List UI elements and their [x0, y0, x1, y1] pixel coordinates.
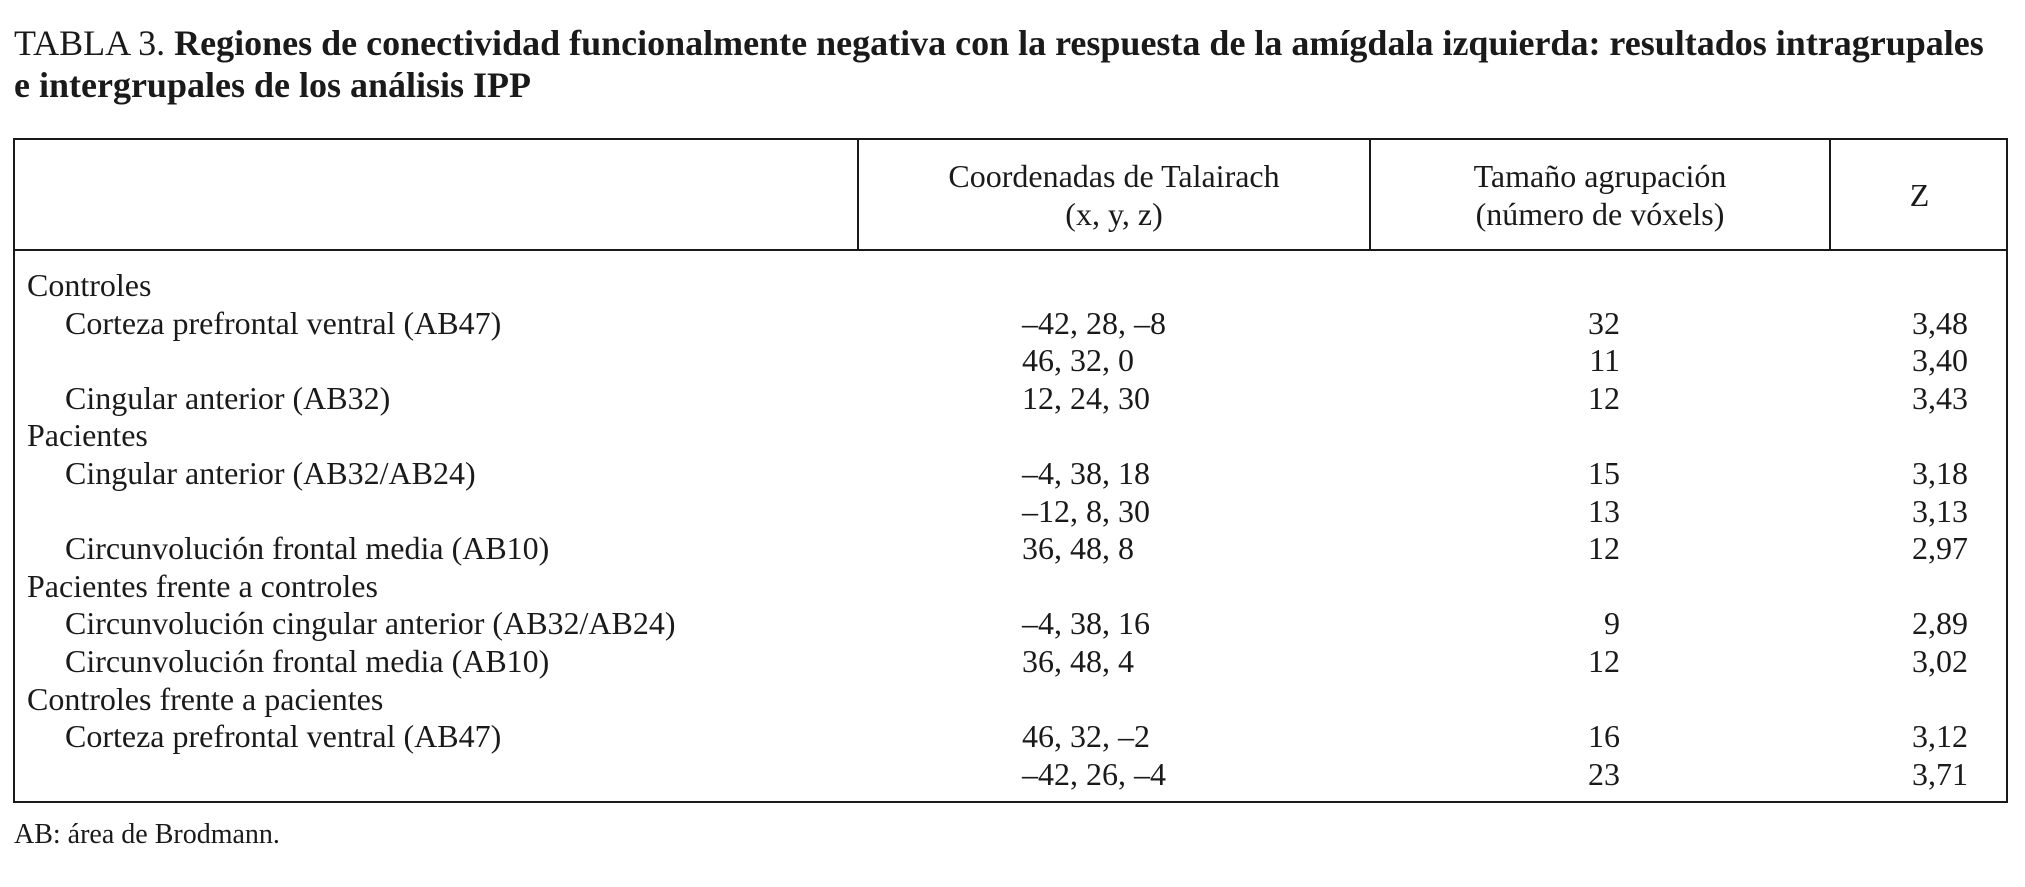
- header-coordinates: [859, 140, 1371, 249]
- table-row: [15, 681, 2006, 719]
- table-row: [15, 455, 2006, 493]
- cell-region: Controles frente a pacientes: [27, 680, 384, 717]
- cell-z: 3,13: [1912, 492, 1968, 529]
- cell-region: Controles: [27, 267, 152, 303]
- table-header-row: [15, 140, 2006, 251]
- cell-cluster-size: 9: [1604, 605, 1620, 642]
- cell-region: Cingular anterior (AB32): [65, 379, 391, 416]
- cell-coordinates: 36, 48, 8: [1022, 530, 1134, 567]
- header-cluster-size-line2: (número de vóxels): [1475, 195, 1725, 232]
- cell-cluster-size: 16: [1588, 718, 1620, 755]
- table-row: [15, 643, 2006, 681]
- cell-z: 3,48: [1912, 304, 1968, 341]
- table-row: [15, 493, 2006, 531]
- cell-cluster-size: 12: [1588, 642, 1620, 679]
- cell-coordinates: –4, 38, 16: [1022, 605, 1150, 642]
- cell-cluster-size: 15: [1588, 454, 1620, 491]
- cell-region: Pacientes: [27, 417, 148, 454]
- cell-coordinates: 46, 32, 0: [1022, 342, 1134, 379]
- cell-coordinates: –42, 26, –4: [1022, 755, 1166, 792]
- cell-z: 3,02: [1912, 642, 1968, 679]
- cell-cluster-size: 12: [1588, 379, 1620, 416]
- cell-cluster-size: 23: [1588, 755, 1620, 792]
- cell-coordinates: 36, 48, 4: [1022, 642, 1134, 679]
- cell-region: Circunvolución cingular anterior (AB32/AB24): [65, 605, 676, 642]
- results-table: [13, 138, 2008, 803]
- table-footnote: AB: área de Brodmann.: [14, 819, 280, 850]
- cell-z: 2,97: [1912, 530, 1968, 567]
- table-row: [15, 417, 2006, 455]
- cell-z: 3,12: [1912, 718, 1968, 755]
- cell-cluster-size: 11: [1589, 342, 1620, 379]
- cell-coordinates: 12, 24, 30: [1022, 379, 1150, 416]
- cell-coordinates: –12, 8, 30: [1022, 492, 1150, 529]
- cell-z: 3,40: [1912, 342, 1968, 379]
- table-row: [15, 267, 2006, 305]
- cell-z: 3,18: [1912, 454, 1968, 491]
- table-label: TABLA 3.: [14, 23, 166, 63]
- cell-coordinates: –42, 28, –8: [1022, 304, 1166, 341]
- table-row: [15, 305, 2006, 343]
- table-row: [15, 380, 2006, 418]
- cell-region: Circunvolución frontal media (AB10): [65, 642, 550, 679]
- table-body: [15, 267, 2006, 793]
- header-z: [1831, 140, 2008, 249]
- header-coordinates-line2: (x, y, z): [1065, 195, 1163, 232]
- table-row: [15, 568, 2006, 606]
- table-row: [15, 605, 2006, 643]
- header-coordinates-line1: Coordenadas de Talairach: [948, 157, 1280, 194]
- header-region: [15, 140, 859, 249]
- table-row: [15, 530, 2006, 568]
- table-caption: [14, 22, 2004, 106]
- table-row: [15, 756, 2006, 794]
- header-z-label: Z: [1909, 176, 1930, 213]
- cell-region: Corteza prefrontal ventral (AB47): [65, 304, 502, 341]
- cell-z: 3,43: [1912, 379, 1968, 416]
- cell-coordinates: 46, 32, –2: [1022, 718, 1150, 755]
- cell-cluster-size: 12: [1588, 530, 1620, 567]
- cell-region: Pacientes frente a controles: [27, 567, 378, 604]
- table-title: Regiones de conectividad funcionalmente negativa con la respuesta de la amígdala izquierda: resultados intragrupales e intergrupales de los análisis IPP: [14, 23, 1984, 105]
- header-cluster-size-line1: Tamaño agrupación: [1473, 157, 1727, 194]
- cell-z: 2,89: [1912, 605, 1968, 642]
- header-cluster-size: [1371, 140, 1831, 249]
- cell-region: Corteza prefrontal ventral (AB47): [65, 718, 502, 755]
- cell-cluster-size: 13: [1588, 492, 1620, 529]
- cell-region: Cingular anterior (AB32/AB24): [65, 454, 476, 491]
- table-row: [15, 342, 2006, 380]
- cell-coordinates: –4, 38, 18: [1022, 454, 1150, 491]
- cell-cluster-size: 32: [1588, 304, 1620, 341]
- cell-region: Circunvolución frontal media (AB10): [65, 530, 550, 567]
- table-row: [15, 718, 2006, 756]
- cell-z: 3,71: [1912, 755, 1968, 792]
